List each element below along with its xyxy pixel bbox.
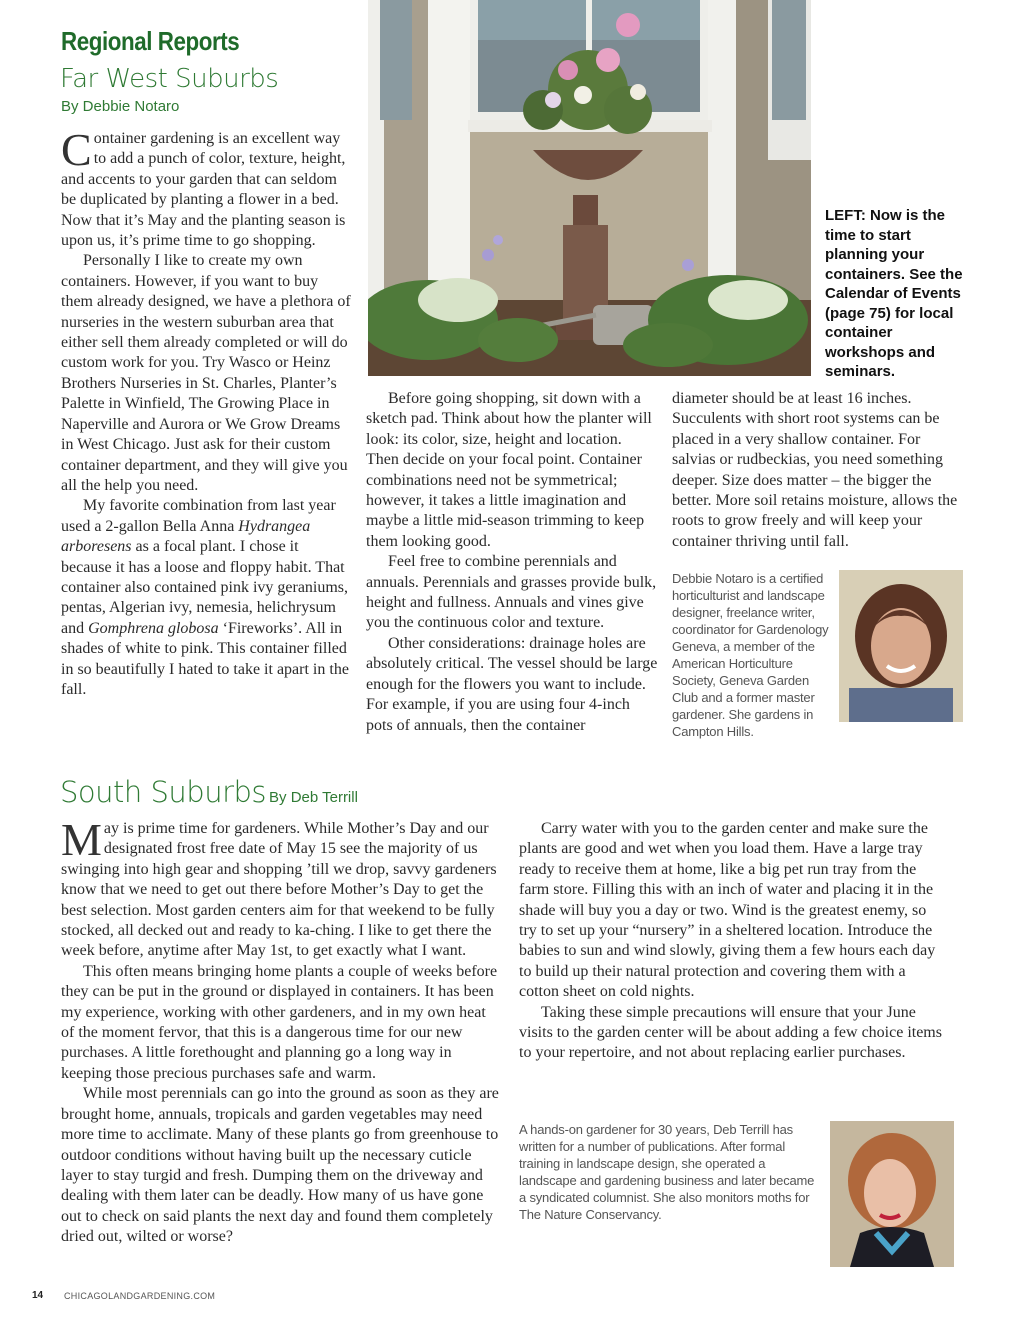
page-number: 14	[32, 1290, 44, 1301]
dropcap: C	[61, 124, 92, 175]
paragraph: While most perennials can go into the ground as soon as they are brought home, annuals, tropicals and garden vegetables may need more time to acclimate. Many of these plants go from greenhouse to outdoor conditions without having built up the necessary cuticle layer to stay turgid and fresh. Dumping them on the driveway and dealing with them later can be deadly. How many of us have gone out to check on said plants the next day and found them completely dried out, wilted or worse?	[61, 1085, 499, 1246]
paragraph-text: as a focal plant. I chose it because it has a loose and floppy habit. That container also contained pink ivy geraniums, pentas, Algerian ivy, nemesia, helichrysum and	[61, 538, 349, 637]
paragraph: diameter should be at least 16 inches. Succulents with short root systems can be placed in a very shallow container. For salvias or rudbeckias, you need something deeper. Size does matter – the bigger the better. More soil retains moisture, allows the roots to grow freely and will keep your container thriving until fall.	[672, 390, 958, 550]
paragraph: Before going shopping, sit down with a sketch pad. Think about how the planter will look: its color, size, height and location. Then decide on your focal point. Container combinations need not be symmetrical; however, it takes a little imagination and maybe a little mid-season trimming to keep them looking good.	[366, 390, 652, 550]
author-photo-debbie	[839, 570, 963, 722]
paragraph: Other considerations: drainage holes are absolutely critical. The vessel should be large enough for the flowers you want to include. For example, if you are using four 4-inch pots of annuals, then the container	[366, 634, 658, 734]
paragraph: ay is prime time for gardeners. While Mother’s Day and our designated frost free date of May 15 see the majority of us swinging into high gear and shopping ’till we drop, savvy gardeners know that we need to get out there before Mother’s Day to get the best selection. Most garden centers aim for that weekend to be fully stocked, all decked out and ready to ka-ching. I like to get there the week before, anytime after May 1st, to get exactly what I want.	[61, 820, 497, 960]
paragraph: This often means bringing home plants a couple of weeks before they can be put in the ground or displayed in containers. It has been my experience, working with other gardeners, and in my own heat of the moment fervor, that this is a dangerous time for our new purchases. A little forethought and planning go a long way in keeping those precious purchases safe and warm.	[61, 962, 498, 1082]
author-bio: Debbie Notaro is a certified horticulturist and landscape designer, freelance writer, coordinator for Gardenology Geneva, a member of the American Horticulture Society, Geneva Garden Club and a former master gardener. She gardens in Campton Hills.	[672, 571, 829, 739]
paragraph-text: ‘Fireworks’. All in shades of white to pink. This container filled in so beautifully I hated to take it apart in the fall.	[61, 619, 349, 698]
far-west-column-1	[61, 124, 353, 700]
section-label: Regional Reports	[61, 26, 240, 56]
byline: By Deb Terrill	[269, 789, 358, 806]
container-garden-photo	[368, 0, 811, 376]
region-title: Far West Suburbs	[60, 64, 279, 94]
south-column-2	[519, 819, 945, 1064]
paragraph: Personally I like to create my own containers. However, if you want to buy them already designed, we have a plethora of nurseries in the western suburban area that either sell them already completed or will do custom work for you. Try Wasco or Heinz Brothers Nurseries in St. Charles, Planter’s Palette in Winfield, The Growing Place in Naperville and Aurora or We Grow Dreams in West Chicago. Just ask for their custom container department, and they will give you all the help you need.	[61, 252, 351, 494]
author-photo-deb	[830, 1121, 954, 1267]
dropcap: M	[61, 814, 102, 865]
author-bio: A hands-on gardener for 30 years, Deb Terrill has written for a number of publications. After formal training in landscape design, she operated a landscape and gardening business and later became a syndicated columnist. She also monitors moths for The Nature Conservancy.	[519, 1122, 815, 1222]
south-column-1	[61, 814, 503, 1248]
plant-name: Hydrangea arboresens	[61, 517, 311, 556]
byline: By Debbie Notaro	[61, 98, 180, 115]
paragraph-text: My favorite combination from last year used a 2-gallon Bella Anna	[61, 497, 336, 535]
footer-site: CHICAGOLANDGARDENING.COM	[64, 1291, 216, 1301]
region-title: South Suburbs	[60, 775, 267, 809]
paragraph: Feel free to combine perennials and annuals. Perennials and grasses provide bulk, height and fullness. Annuals and vines give you the continuous color and texture.	[366, 553, 657, 632]
south-header	[60, 775, 358, 809]
plant-name: Gomphrena globosa	[88, 619, 219, 637]
paragraph: Carry water with you to the garden center and make sure the plants are good and wet when you load them. Have a large tray ready to receive them at home, like a big pet run tray from the farm store. Filling this with an inch of water and placing it in the shade will buy you a day or two. Wind is the greatest enemy, so try to set up your “nursery” in a sheltered location. Introduce the babies to sun and wind slowly, giving them a few hours each day to build up their natural protection and covering them with a cotton sheet on cold nights.	[519, 820, 936, 1001]
paragraph: ontainer gardening is an excellent way to add a punch of color, texture, height, and accents to your garden that can seldom be duplicated by planting a flower in a bed. Now that it’s May and the planting season is upon us, it’s prime time to go shopping.	[61, 130, 346, 250]
far-west-column-2	[366, 389, 658, 736]
photo-caption: LEFT: Now is the time to start planning your containers. See the Calendar of Events (page 75) for local container workshops and seminars.	[825, 207, 963, 380]
far-west-column-3	[672, 389, 964, 552]
paragraph: Taking these simple precautions will ensure that your June visits to the garden center will be about adding a few choice items to your repertoire, and not about replacing earlier purchases.	[519, 1003, 942, 1062]
